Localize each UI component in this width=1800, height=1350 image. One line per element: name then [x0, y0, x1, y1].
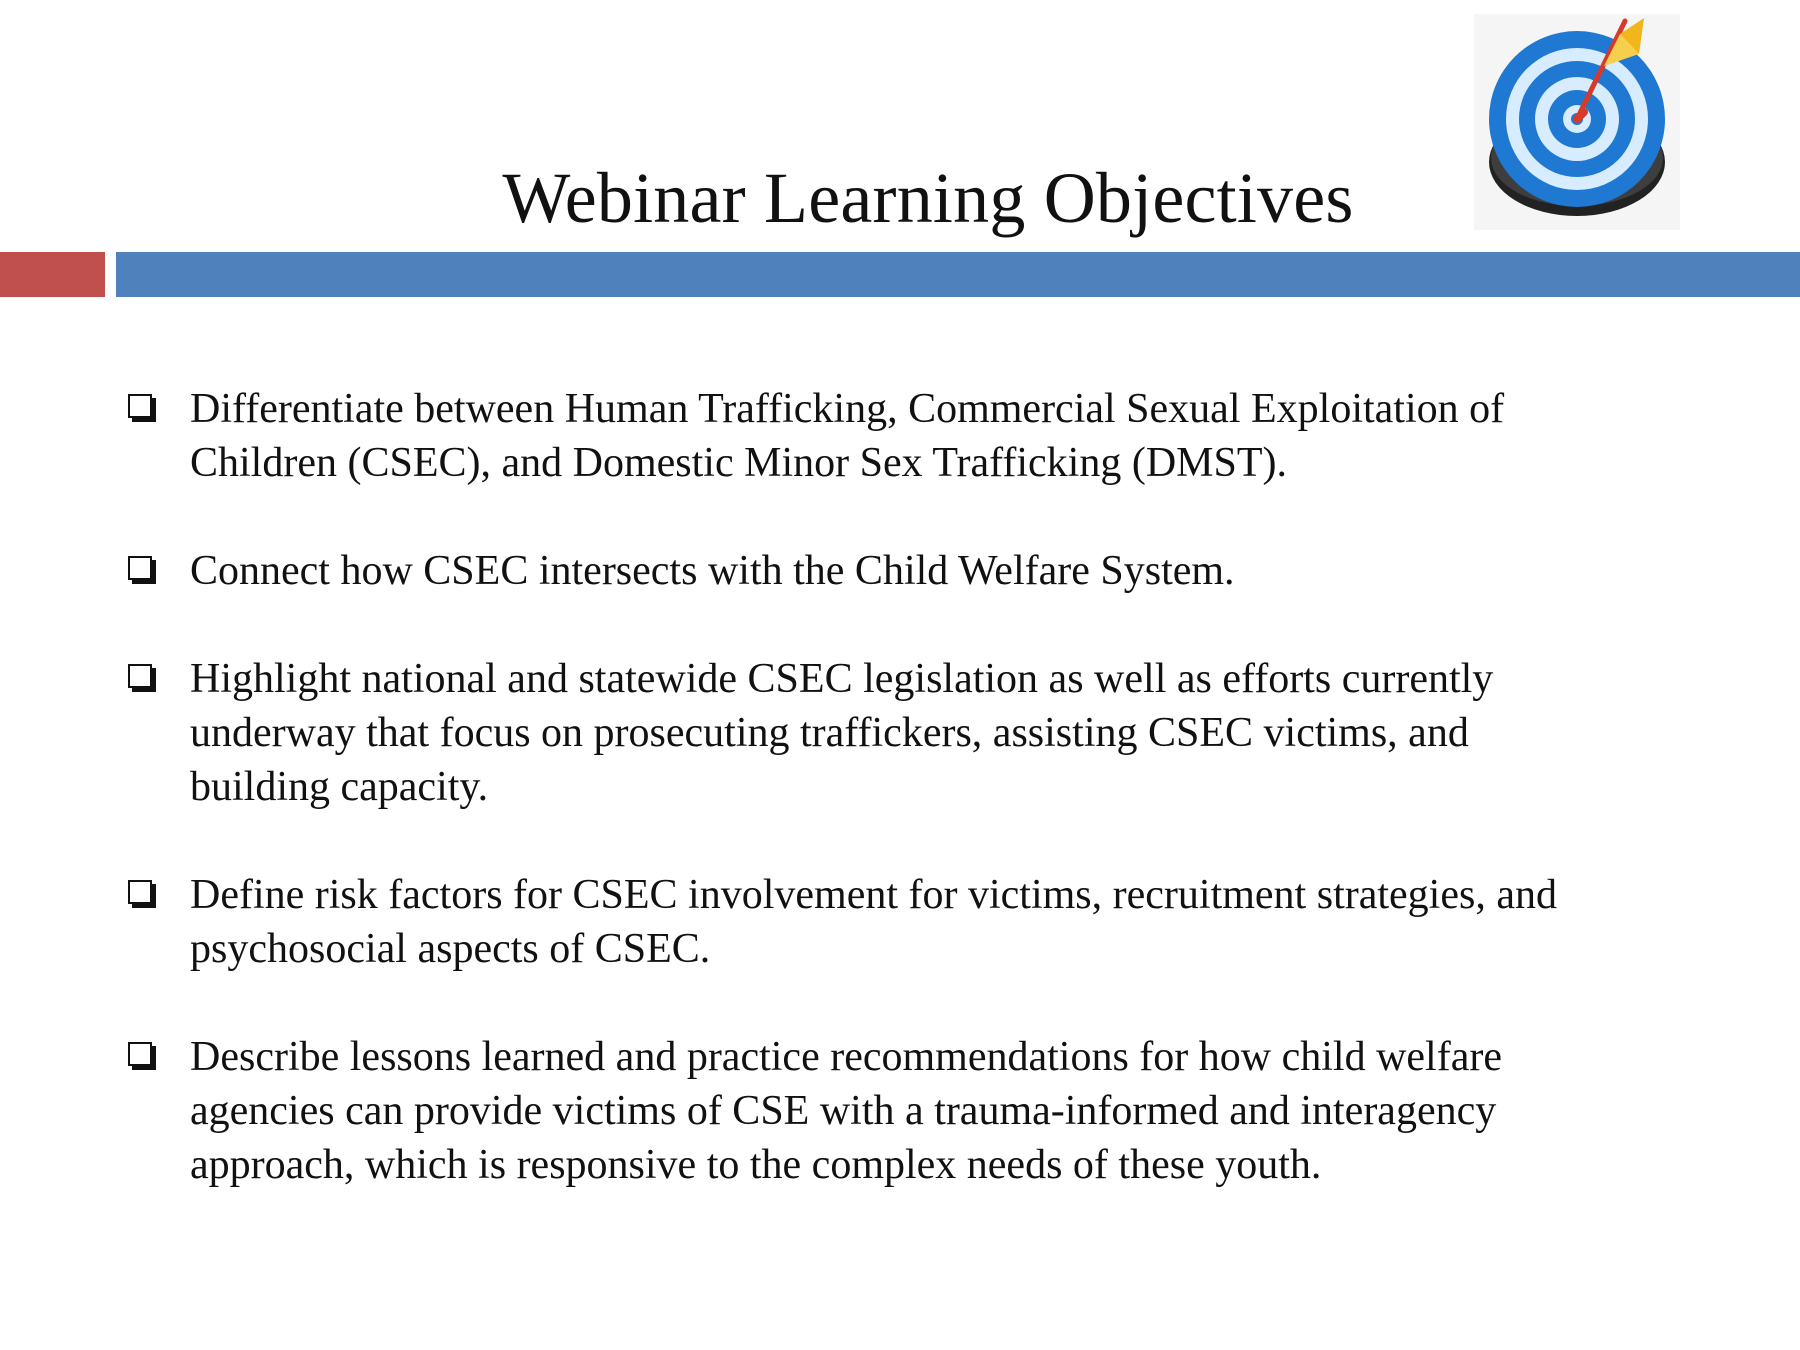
objective-item: [128, 1030, 1688, 1192]
objective-line: Differentiate between Human Trafficking, Commercial Sexual Exploitation of: [190, 386, 1505, 432]
objective-line: Children (CSEC), and Domestic Minor Sex Trafficking (DMST).: [190, 440, 1288, 486]
blue-accent-bar: [116, 252, 1800, 297]
objective-line: Describe lessons learned and practice recommendations for how child welfare: [190, 1034, 1502, 1080]
checkbox-bullet-icon: [128, 556, 152, 580]
checkbox-bullet-icon: [128, 880, 152, 904]
objective-item: [128, 544, 1688, 598]
objective-line: agencies can provide victims of CSE with a trauma-informed and interagency: [190, 1088, 1497, 1134]
checkbox-bullet-icon: [128, 394, 152, 418]
objective-line: building capacity.: [190, 764, 489, 810]
objective-line: underway that focus on prosecuting traffickers, assisting CSEC victims, and: [190, 710, 1469, 756]
dartboard-target-icon: [1474, 14, 1680, 230]
objective-line: Define risk factors for CSEC involvement for victims, recruitment strategies, and: [190, 872, 1557, 918]
objective-item: [128, 652, 1688, 814]
objective-line: psychosocial aspects of CSEC.: [190, 926, 711, 972]
slide-title: Webinar Learning Objectives: [502, 158, 1354, 239]
objective-line: Highlight national and statewide CSEC legislation as well as efforts currently: [190, 656, 1494, 702]
red-accent-bar: [0, 252, 105, 297]
objective-item: [128, 382, 1688, 490]
objective-line: approach, which is responsive to the complex needs of these youth.: [190, 1142, 1322, 1188]
learning-objectives-list: [128, 382, 1688, 1246]
objective-line: Connect how CSEC intersects with the Child Welfare System.: [190, 548, 1235, 594]
checkbox-bullet-icon: [128, 1042, 152, 1066]
checkbox-bullet-icon: [128, 664, 152, 688]
objective-item: [128, 868, 1688, 976]
